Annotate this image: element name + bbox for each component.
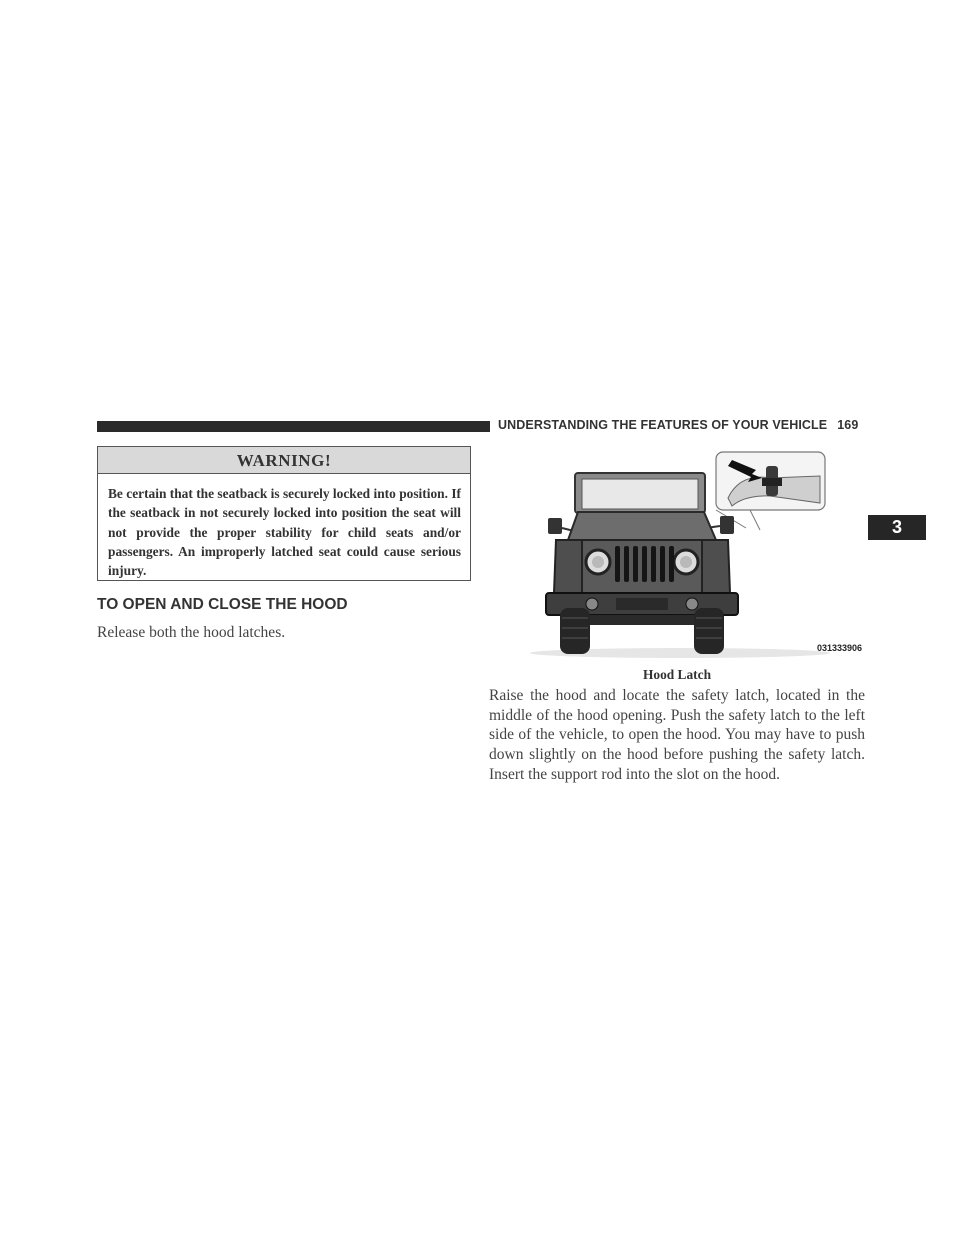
jeep-front-illustration — [520, 448, 865, 663]
running-header — [498, 418, 858, 432]
warning-text: Be certain that the seatback is securely locked into position. If the seatback in not securely locked into position the seat will not provide the proper stability for child seats and/or passengers. An improperly latched seat could cause serious injury. — [108, 486, 461, 579]
figure-caption: Hood Latch — [642, 667, 712, 682]
warning-title: WARNING! — [98, 447, 470, 474]
section-intro: Release both the hood latches. — [97, 624, 286, 641]
body-paragraph: Raise the hood and locate the safety latch, located in the middle of the hood opening. Push the safety latch to the left side of the vehicle, to open the hood. You may have to push down slightly on the hood before pushing the safety latch. Insert the support rod into the slot on the hood. — [489, 687, 865, 783]
section-heading: TO OPEN AND CLOSE THE HOOD — [97, 596, 348, 613]
warning-box — [97, 446, 471, 581]
header-rule — [97, 421, 490, 432]
header-section-title: UNDERSTANDING THE FEATURES OF YOUR VEHICLE — [498, 418, 828, 432]
hood-latch-figure — [520, 448, 865, 663]
page-number: 169 — [837, 418, 859, 432]
chapter-tab: 3 — [868, 515, 926, 540]
figure-code: 031333906 — [816, 643, 862, 653]
